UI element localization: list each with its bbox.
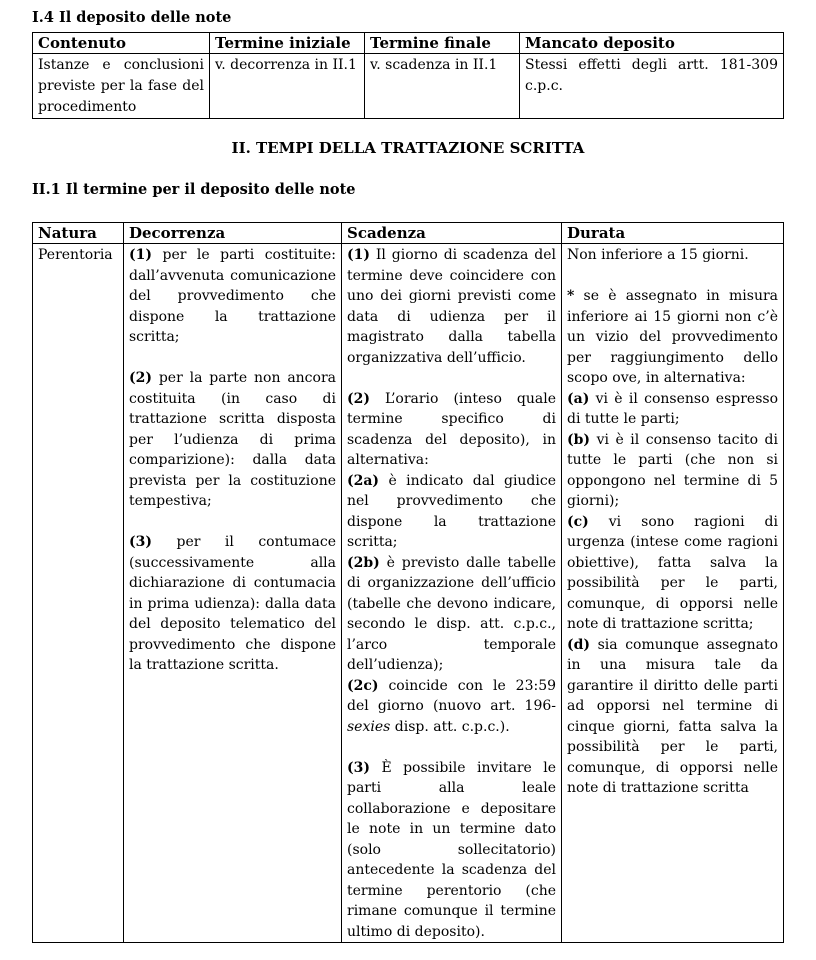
item-text: vi sono ragioni di urgenza (intese come ragioni obiettive), fatta salva la possibilità per le parti, comunque, di opporsi nelle note di trattazione scritta; xyxy=(567,513,778,632)
header-termine-iniziale: Termine iniziale xyxy=(210,33,365,54)
cell-termine-finale: v. scadenza in II.1 xyxy=(365,54,520,119)
cell-mancato-deposito: Stessi effetti degli artt. 181-309 c.p.c. xyxy=(520,54,784,119)
durata-item-a xyxy=(567,389,778,430)
filing-deadline-table xyxy=(32,222,784,943)
header-durata: Durata xyxy=(562,223,784,244)
item-label: (b) xyxy=(567,431,591,448)
header-natura: Natura xyxy=(33,223,124,244)
item-label: (2) xyxy=(347,390,370,407)
decorrenza-item-3 xyxy=(129,532,336,676)
scadenza-item-2a xyxy=(347,471,556,553)
item-text: è indicato dal giudice nel provvedimento che dispone la trattazione scritta; xyxy=(347,472,556,550)
item-text: L’orario (inteso quale termine specifico di scadenza del deposito), in alternativa: xyxy=(347,390,556,468)
table-row xyxy=(33,244,784,943)
scadenza-item-2 xyxy=(347,389,556,471)
durata-note xyxy=(567,286,778,389)
item-label: (2b) xyxy=(347,554,380,571)
header-scadenza: Scadenza xyxy=(342,223,562,244)
item-text: per le parti costituite: dall’avvenuta comunicazione del provvedimento che dispone la trattazione scritta; xyxy=(129,247,337,345)
item-text: per il contumace (successivamente alla dichiarazione di contumacia in prima udienza): dalla data del deposito telematico del provvedimento che dispone la trattazione scritta. xyxy=(129,534,336,673)
durata-intro: Non inferiore a 15 giorni. xyxy=(567,247,749,263)
decorrenza-item-1 xyxy=(129,245,336,348)
section-title-1-4: I.4 Il deposito delle note xyxy=(32,9,232,26)
item-text: per la parte non ancora costituita (in caso di trattazione scritta disposta per l’udienza di prima comparizione): dalla data prevista per la costituzione tempestiva; xyxy=(129,370,336,509)
decorrenza-item-2 xyxy=(129,368,336,512)
header-termine-finale: Termine finale xyxy=(365,33,520,54)
scadenza-item-2b xyxy=(347,553,556,676)
deposit-notes-table xyxy=(32,32,784,119)
header-contenuto: Contenuto xyxy=(33,33,210,54)
item-label: (2c) xyxy=(347,677,379,694)
item-label: (2) xyxy=(129,370,152,386)
durata-item-c xyxy=(567,512,778,635)
scadenza-item-3 xyxy=(347,758,556,943)
item-text: vi è il consenso espresso di tutte le parti; xyxy=(567,390,778,427)
cell-decorrenza xyxy=(124,244,342,943)
cell-natura xyxy=(33,244,124,943)
cell-scadenza xyxy=(342,244,562,943)
item-text: disp. att. c.p.c.). xyxy=(390,718,510,735)
table-header-row xyxy=(33,33,784,54)
item-label: (d) xyxy=(567,636,591,653)
cell-durata xyxy=(562,244,784,943)
item-text: sia comunque assegnato in una misura tale da garantire il diritto delle parti ad opporsi nel termine di cinque giorni, fatta salva la possibilità per le parti, comunque, di opporsi nelle note di trattazione scritta xyxy=(567,636,778,796)
natura-value: Perentoria xyxy=(38,247,113,263)
header-decorrenza: Decorrenza xyxy=(124,223,342,244)
header-mancato-deposito: Mancato deposito xyxy=(520,33,784,54)
chapter-title: II. TEMPI DELLA TRATTAZIONE SCRITTA xyxy=(231,139,585,157)
item-text: Il giorno di scadenza del termine deve coincidere con uno dei giorni previsti come data di udienza per il magistrato dalla tabella organizzativa dell’ufficio. xyxy=(347,247,557,366)
durata-item-b xyxy=(567,430,778,512)
item-label: (1) xyxy=(347,247,370,263)
item-label: (3) xyxy=(129,534,152,550)
scadenza-item-2c xyxy=(347,676,556,738)
cell-termine-iniziale: v. decorrenza in II.1 xyxy=(210,54,365,119)
item-label: (a) xyxy=(567,390,590,407)
item-text: È possibile invitare le parti alla leale collaborazione e depositare le note in un termine dato (solo sollecitatorio) antecedente la scadenza del termine perentorio (che rimane comunque il termine ultimo di deposito). xyxy=(347,759,556,940)
item-label: (3) xyxy=(347,759,370,776)
item-text: coincide con le 23:59 del giorno (nuovo art. 196- xyxy=(347,677,557,714)
item-label: (2a) xyxy=(347,472,380,489)
table-header-row xyxy=(33,223,784,244)
item-text: se è assegnato in misura inferiore ai 15 giorni non c’è un vizio del provvedimento per raggiungimento dello scopo ove, in alternativa: xyxy=(567,288,778,386)
item-text: vi è il consenso tacito di tutte le parti (che non si oppongono nel termine di 5 giorni); xyxy=(567,431,778,509)
asterisk-marker: * xyxy=(567,288,575,304)
section-title-2-1: II.1 Il termine per il deposito delle note xyxy=(32,181,356,198)
scadenza-item-1 xyxy=(347,245,556,368)
item-label: (1) xyxy=(129,247,152,263)
table-row xyxy=(33,54,784,119)
item-italic-text: sexies xyxy=(347,718,391,735)
item-text: è previsto dalle tabelle di organizzazione dell’ufficio (tabelle che devono indicare, secondo le disp. att. c.p.c., l’arco temporale dell’udienza); xyxy=(347,554,556,673)
item-label: (c) xyxy=(567,513,589,530)
durata-item-d xyxy=(567,635,778,799)
cell-contenuto: Istanze e conclusioni previste per la fase del procedimento xyxy=(33,54,210,119)
